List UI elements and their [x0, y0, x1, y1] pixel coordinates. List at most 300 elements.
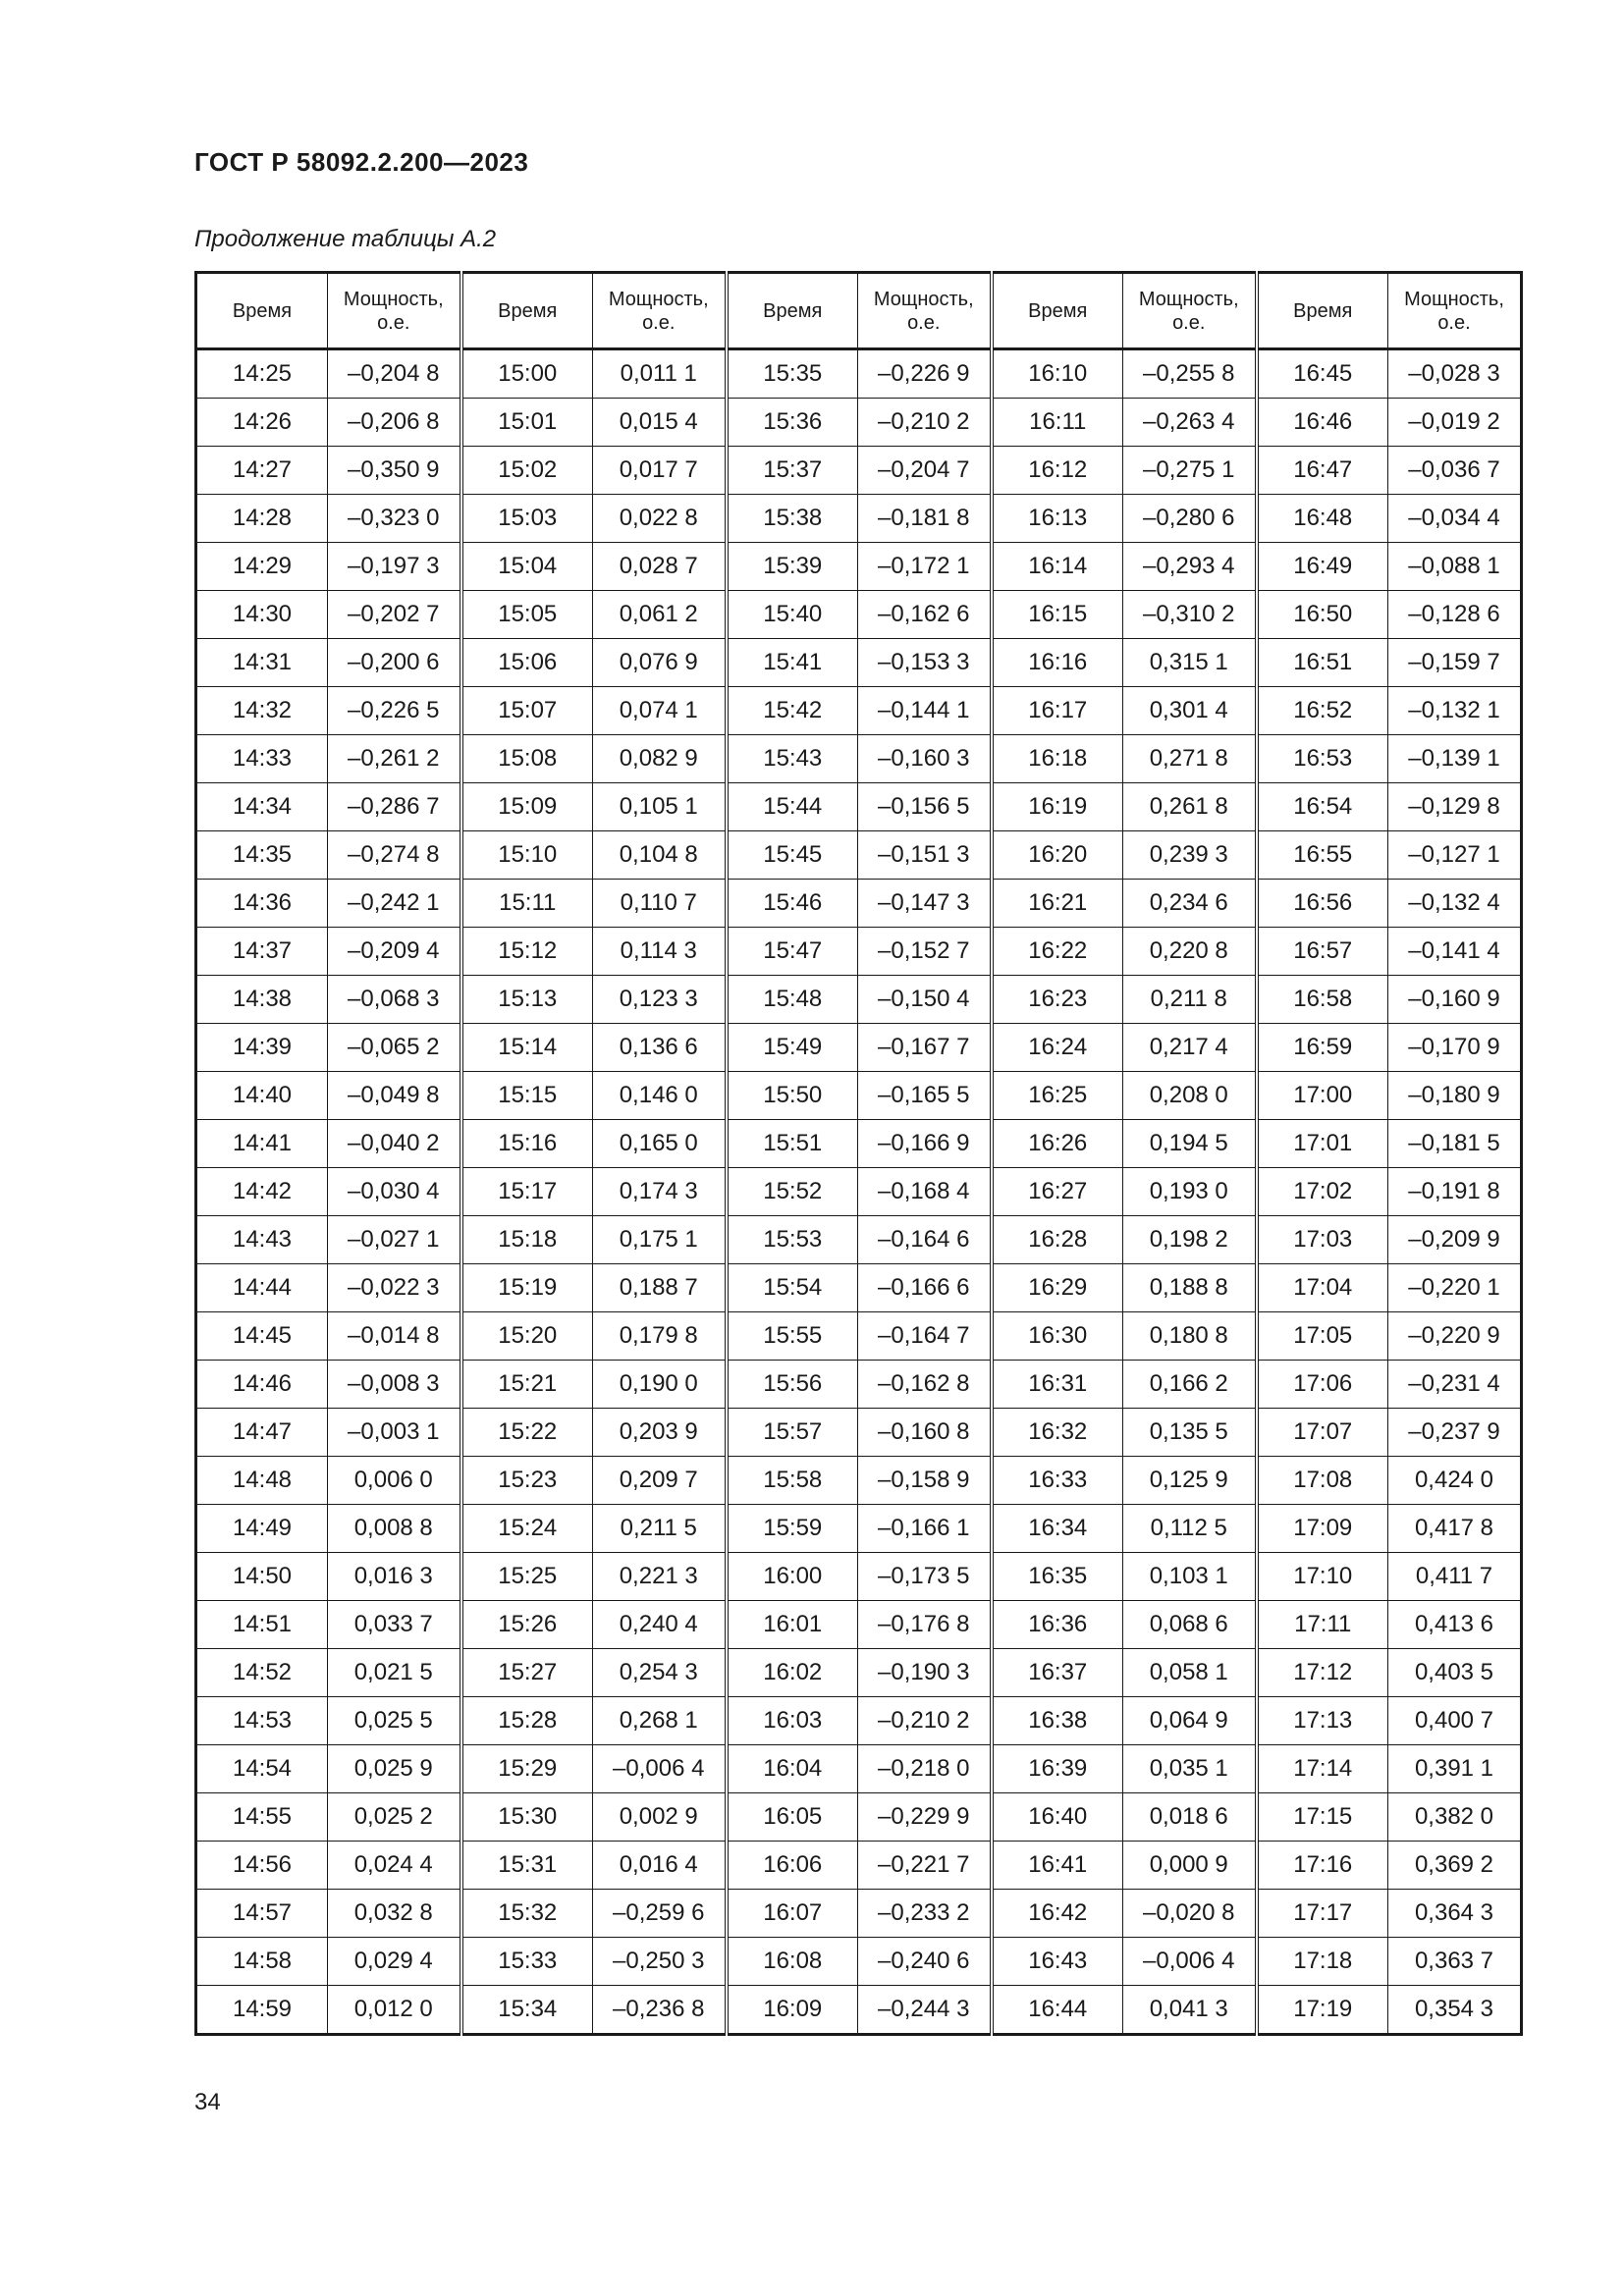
time-cell: 17:09 — [1257, 1505, 1388, 1553]
power-cell: –0,132 4 — [1388, 880, 1522, 928]
power-cell: 0,018 6 — [1123, 1793, 1257, 1842]
power-cell: –0,006 4 — [1123, 1938, 1257, 1986]
power-cell: –0,263 4 — [1123, 399, 1257, 447]
time-cell: 16:39 — [992, 1745, 1123, 1793]
power-cell: 0,165 0 — [593, 1120, 727, 1168]
time-cell: 15:13 — [461, 976, 593, 1024]
time-cell: 14:53 — [196, 1697, 328, 1745]
power-cell: –0,237 9 — [1388, 1409, 1522, 1457]
table-row — [196, 495, 1522, 543]
time-cell: 16:05 — [727, 1793, 858, 1842]
time-cell: 16:52 — [1257, 687, 1388, 735]
power-cell: 0,012 0 — [328, 1986, 461, 2035]
power-cell: 0,403 5 — [1388, 1649, 1522, 1697]
power-cell: –0,152 7 — [858, 928, 992, 976]
table-row — [196, 1024, 1522, 1072]
time-cell: 16:37 — [992, 1649, 1123, 1697]
power-cell: –0,156 5 — [858, 783, 992, 831]
time-cell: 15:55 — [727, 1312, 858, 1361]
power-cell: 0,301 4 — [1123, 687, 1257, 735]
power-cell: 0,105 1 — [593, 783, 727, 831]
time-cell: 14:59 — [196, 1986, 328, 2035]
power-cell: 0,114 3 — [593, 928, 727, 976]
power-cell: –0,226 9 — [858, 349, 992, 399]
time-cell: 17:16 — [1257, 1842, 1388, 1890]
power-cell: 0,104 8 — [593, 831, 727, 880]
power-cell: 0,411 7 — [1388, 1553, 1522, 1601]
time-cell: 14:30 — [196, 591, 328, 639]
time-cell: 16:15 — [992, 591, 1123, 639]
table-row — [196, 1890, 1522, 1938]
power-cell: 0,016 4 — [593, 1842, 727, 1890]
time-cell: 17:07 — [1257, 1409, 1388, 1457]
power-cell: 0,035 1 — [1123, 1745, 1257, 1793]
table-row — [196, 687, 1522, 735]
time-cell: 14:49 — [196, 1505, 328, 1553]
time-cell: 14:41 — [196, 1120, 328, 1168]
table-row — [196, 1938, 1522, 1986]
time-column-header: Время — [727, 273, 858, 349]
power-cell: –0,226 5 — [328, 687, 461, 735]
power-cell: 0,025 5 — [328, 1697, 461, 1745]
power-cell: 0,021 5 — [328, 1649, 461, 1697]
time-cell: 17:14 — [1257, 1745, 1388, 1793]
time-cell: 16:43 — [992, 1938, 1123, 1986]
table-row — [196, 543, 1522, 591]
power-cell: 0,315 1 — [1123, 639, 1257, 687]
time-cell: 15:57 — [727, 1409, 858, 1457]
time-cell: 15:08 — [461, 735, 593, 783]
time-cell: 17:13 — [1257, 1697, 1388, 1745]
power-cell: 0,211 5 — [593, 1505, 727, 1553]
time-cell: 15:16 — [461, 1120, 593, 1168]
power-cell: –0,204 7 — [858, 447, 992, 495]
power-cell: 0,179 8 — [593, 1312, 727, 1361]
table-row — [196, 1745, 1522, 1793]
time-cell: 15:36 — [727, 399, 858, 447]
time-cell: 16:57 — [1257, 928, 1388, 976]
time-cell: 17:03 — [1257, 1216, 1388, 1264]
power-cell: 0,076 9 — [593, 639, 727, 687]
time-cell: 16:50 — [1257, 591, 1388, 639]
table-row — [196, 349, 1522, 399]
power-cell: –0,261 2 — [328, 735, 461, 783]
power-cell: 0,217 4 — [1123, 1024, 1257, 1072]
power-cell: –0,244 3 — [858, 1986, 992, 2035]
time-cell: 16:55 — [1257, 831, 1388, 880]
power-cell: –0,204 8 — [328, 349, 461, 399]
power-cell: 0,064 9 — [1123, 1697, 1257, 1745]
time-cell: 14:43 — [196, 1216, 328, 1264]
power-cell: –0,162 8 — [858, 1361, 992, 1409]
power-cell: –0,166 9 — [858, 1120, 992, 1168]
time-cell: 17:18 — [1257, 1938, 1388, 1986]
time-cell: 17:10 — [1257, 1553, 1388, 1601]
time-cell: 14:31 — [196, 639, 328, 687]
time-cell: 14:58 — [196, 1938, 328, 1986]
power-cell: –0,236 8 — [593, 1986, 727, 2035]
power-cell: –0,191 8 — [1388, 1168, 1522, 1216]
time-cell: 16:48 — [1257, 495, 1388, 543]
table-caption: Продолжение таблицы А.2 — [194, 226, 497, 252]
time-cell: 15:22 — [461, 1409, 593, 1457]
power-cell: –0,153 3 — [858, 639, 992, 687]
time-cell: 16:10 — [992, 349, 1123, 399]
table-row — [196, 831, 1522, 880]
time-cell: 17:15 — [1257, 1793, 1388, 1842]
time-column-header: Время — [461, 273, 593, 349]
time-cell: 17:02 — [1257, 1168, 1388, 1216]
power-cell: –0,036 7 — [1388, 447, 1522, 495]
power-cell: –0,034 4 — [1388, 495, 1522, 543]
time-cell: 14:26 — [196, 399, 328, 447]
power-cell: –0,065 2 — [328, 1024, 461, 1072]
time-cell: 17:06 — [1257, 1361, 1388, 1409]
time-cell: 15:52 — [727, 1168, 858, 1216]
table-header-row — [196, 273, 1522, 349]
power-cell: 0,400 7 — [1388, 1697, 1522, 1745]
power-cell: 0,271 8 — [1123, 735, 1257, 783]
power-cell: 0,220 8 — [1123, 928, 1257, 976]
power-cell: –0,250 3 — [593, 1938, 727, 1986]
power-cell: –0,173 5 — [858, 1553, 992, 1601]
time-cell: 16:56 — [1257, 880, 1388, 928]
time-cell: 15:02 — [461, 447, 593, 495]
power-cell: –0,275 1 — [1123, 447, 1257, 495]
table-row — [196, 1649, 1522, 1697]
power-cell: 0,221 3 — [593, 1553, 727, 1601]
time-cell: 16:41 — [992, 1842, 1123, 1890]
power-cell: –0,139 1 — [1388, 735, 1522, 783]
power-cell: –0,147 3 — [858, 880, 992, 928]
time-cell: 16:03 — [727, 1697, 858, 1745]
time-cell: 17:00 — [1257, 1072, 1388, 1120]
power-cell: 0,029 4 — [328, 1938, 461, 1986]
table-row — [196, 1409, 1522, 1457]
power-cell: 0,024 4 — [328, 1842, 461, 1890]
table-row — [196, 1986, 1522, 2035]
time-cell: 15:47 — [727, 928, 858, 976]
time-cell: 15:27 — [461, 1649, 593, 1697]
time-cell: 14:45 — [196, 1312, 328, 1361]
time-cell: 16:54 — [1257, 783, 1388, 831]
power-cell: 0,166 2 — [1123, 1361, 1257, 1409]
time-cell: 16:13 — [992, 495, 1123, 543]
table-row — [196, 447, 1522, 495]
time-cell: 15:07 — [461, 687, 593, 735]
power-cell: –0,310 2 — [1123, 591, 1257, 639]
power-cell: 0,382 0 — [1388, 1793, 1522, 1842]
power-cell: –0,162 6 — [858, 591, 992, 639]
power-cell: –0,019 2 — [1388, 399, 1522, 447]
time-cell: 15:40 — [727, 591, 858, 639]
power-cell: 0,032 8 — [328, 1890, 461, 1938]
power-cell: –0,008 3 — [328, 1361, 461, 1409]
time-cell: 17:17 — [1257, 1890, 1388, 1938]
power-cell: 0,025 2 — [328, 1793, 461, 1842]
power-cell: –0,150 4 — [858, 976, 992, 1024]
power-cell: –0,220 9 — [1388, 1312, 1522, 1361]
power-cell: –0,030 4 — [328, 1168, 461, 1216]
power-cell: –0,022 3 — [328, 1264, 461, 1312]
power-cell: 0,008 8 — [328, 1505, 461, 1553]
time-cell: 15:31 — [461, 1842, 593, 1890]
power-cell: –0,006 4 — [593, 1745, 727, 1793]
time-cell: 16:02 — [727, 1649, 858, 1697]
power-cell: 0,074 1 — [593, 687, 727, 735]
power-cell: –0,210 2 — [858, 1697, 992, 1745]
power-cell: 0,028 7 — [593, 543, 727, 591]
time-cell: 16:49 — [1257, 543, 1388, 591]
time-cell: 16:42 — [992, 1890, 1123, 1938]
power-cell: –0,160 9 — [1388, 976, 1522, 1024]
time-cell: 14:55 — [196, 1793, 328, 1842]
power-cell: –0,003 1 — [328, 1409, 461, 1457]
power-cell: 0,175 1 — [593, 1216, 727, 1264]
power-cell: –0,280 6 — [1123, 495, 1257, 543]
time-cell: 16:21 — [992, 880, 1123, 928]
time-cell: 15:30 — [461, 1793, 593, 1842]
time-cell: 15:56 — [727, 1361, 858, 1409]
power-cell: 0,209 7 — [593, 1457, 727, 1505]
time-cell: 16:44 — [992, 1986, 1123, 2035]
time-cell: 14:42 — [196, 1168, 328, 1216]
time-cell: 16:28 — [992, 1216, 1123, 1264]
table-body — [196, 349, 1522, 2035]
power-cell: 0,417 8 — [1388, 1505, 1522, 1553]
time-cell: 16:38 — [992, 1697, 1123, 1745]
time-cell: 15:00 — [461, 349, 593, 399]
power-cell: –0,166 6 — [858, 1264, 992, 1312]
time-cell: 14:34 — [196, 783, 328, 831]
power-cell: –0,040 2 — [328, 1120, 461, 1168]
power-cell: 0,110 7 — [593, 880, 727, 928]
power-column-header: Мощность, о.е. — [1388, 273, 1522, 349]
power-cell: –0,088 1 — [1388, 543, 1522, 591]
time-cell: 16:36 — [992, 1601, 1123, 1649]
time-cell: 14:35 — [196, 831, 328, 880]
power-cell: 0,188 8 — [1123, 1264, 1257, 1312]
time-cell: 15:17 — [461, 1168, 593, 1216]
power-cell: 0,239 3 — [1123, 831, 1257, 880]
power-cell: –0,206 8 — [328, 399, 461, 447]
time-column-header: Время — [1257, 273, 1388, 349]
time-cell: 17:04 — [1257, 1264, 1388, 1312]
data-table-container — [194, 271, 1518, 2036]
time-cell: 16:45 — [1257, 349, 1388, 399]
power-cell: 0,068 6 — [1123, 1601, 1257, 1649]
power-cell: –0,028 3 — [1388, 349, 1522, 399]
power-cell: –0,323 0 — [328, 495, 461, 543]
time-cell: 17:08 — [1257, 1457, 1388, 1505]
table-row — [196, 735, 1522, 783]
power-cell: 0,011 1 — [593, 349, 727, 399]
table-row — [196, 1168, 1522, 1216]
time-cell: 15:25 — [461, 1553, 593, 1601]
power-cell: –0,229 9 — [858, 1793, 992, 1842]
power-cell: 0,146 0 — [593, 1072, 727, 1120]
time-cell: 15:15 — [461, 1072, 593, 1120]
power-cell: 0,017 7 — [593, 447, 727, 495]
power-cell: –0,209 9 — [1388, 1216, 1522, 1264]
time-cell: 14:48 — [196, 1457, 328, 1505]
power-cell: –0,172 1 — [858, 543, 992, 591]
table-row — [196, 976, 1522, 1024]
time-cell: 16:23 — [992, 976, 1123, 1024]
time-cell: 16:08 — [727, 1938, 858, 1986]
time-cell: 14:29 — [196, 543, 328, 591]
power-cell: 0,363 7 — [1388, 1938, 1522, 1986]
time-cell: 15:44 — [727, 783, 858, 831]
power-cell: 0,000 9 — [1123, 1842, 1257, 1890]
power-cell: –0,286 7 — [328, 783, 461, 831]
power-cell: –0,167 7 — [858, 1024, 992, 1072]
time-cell: 14:51 — [196, 1601, 328, 1649]
power-cell: 0,041 3 — [1123, 1986, 1257, 2035]
power-cell: –0,242 1 — [328, 880, 461, 928]
power-cell: 0,180 8 — [1123, 1312, 1257, 1361]
time-cell: 17:01 — [1257, 1120, 1388, 1168]
time-cell: 15:37 — [727, 447, 858, 495]
time-cell: 16:06 — [727, 1842, 858, 1890]
time-cell: 16:32 — [992, 1409, 1123, 1457]
power-cell: –0,141 4 — [1388, 928, 1522, 976]
time-cell: 15:48 — [727, 976, 858, 1024]
time-cell: 16:25 — [992, 1072, 1123, 1120]
time-cell: 15:26 — [461, 1601, 593, 1649]
power-cell: 0,194 5 — [1123, 1120, 1257, 1168]
time-cell: 16:14 — [992, 543, 1123, 591]
time-cell: 15:32 — [461, 1890, 593, 1938]
time-cell: 15:12 — [461, 928, 593, 976]
time-column-header: Время — [992, 273, 1123, 349]
power-cell: –0,233 2 — [858, 1890, 992, 1938]
power-cell: –0,176 8 — [858, 1601, 992, 1649]
time-cell: 15:29 — [461, 1745, 593, 1793]
time-cell: 14:56 — [196, 1842, 328, 1890]
time-cell: 15:49 — [727, 1024, 858, 1072]
table-row — [196, 1601, 1522, 1649]
power-cell: 0,061 2 — [593, 591, 727, 639]
table-row — [196, 1697, 1522, 1745]
time-cell: 15:01 — [461, 399, 593, 447]
power-cell: –0,168 4 — [858, 1168, 992, 1216]
power-cell: 0,261 8 — [1123, 783, 1257, 831]
time-cell: 15:14 — [461, 1024, 593, 1072]
time-cell: 14:33 — [196, 735, 328, 783]
time-cell: 15:09 — [461, 783, 593, 831]
power-cell: –0,129 8 — [1388, 783, 1522, 831]
time-cell: 16:11 — [992, 399, 1123, 447]
power-column-header: Мощность, о.е. — [858, 273, 992, 349]
time-cell: 16:40 — [992, 1793, 1123, 1842]
time-cell: 14:50 — [196, 1553, 328, 1601]
time-cell: 17:11 — [1257, 1601, 1388, 1649]
time-cell: 15:34 — [461, 1986, 593, 2035]
power-cell: –0,165 5 — [858, 1072, 992, 1120]
time-cell: 16:07 — [727, 1890, 858, 1938]
table-row — [196, 1216, 1522, 1264]
time-cell: 15:59 — [727, 1505, 858, 1553]
power-cell: 0,136 6 — [593, 1024, 727, 1072]
power-cell: –0,274 8 — [328, 831, 461, 880]
power-cell: –0,068 3 — [328, 976, 461, 1024]
time-cell: 15:04 — [461, 543, 593, 591]
time-cell: 15:39 — [727, 543, 858, 591]
time-cell: 16:35 — [992, 1553, 1123, 1601]
power-cell: 0,198 2 — [1123, 1216, 1257, 1264]
time-cell: 15:06 — [461, 639, 593, 687]
power-cell: –0,128 6 — [1388, 591, 1522, 639]
power-cell: 0,413 6 — [1388, 1601, 1522, 1649]
power-column-header: Мощность, о.е. — [1123, 273, 1257, 349]
power-cell: –0,293 4 — [1123, 543, 1257, 591]
power-cell: 0,234 6 — [1123, 880, 1257, 928]
power-cell: 0,193 0 — [1123, 1168, 1257, 1216]
power-cell: –0,020 8 — [1123, 1890, 1257, 1938]
power-cell: 0,369 2 — [1388, 1842, 1522, 1890]
power-cell: 0,391 1 — [1388, 1745, 1522, 1793]
power-cell: –0,221 7 — [858, 1842, 992, 1890]
table-row — [196, 591, 1522, 639]
time-cell: 14:28 — [196, 495, 328, 543]
power-cell: 0,103 1 — [1123, 1553, 1257, 1601]
power-cell: –0,180 9 — [1388, 1072, 1522, 1120]
time-cell: 15:21 — [461, 1361, 593, 1409]
time-cell: 16:53 — [1257, 735, 1388, 783]
time-cell: 15:51 — [727, 1120, 858, 1168]
time-cell: 16:22 — [992, 928, 1123, 976]
power-cell: –0,160 3 — [858, 735, 992, 783]
time-cell: 16:34 — [992, 1505, 1123, 1553]
power-column-header: Мощность, о.е. — [593, 273, 727, 349]
time-cell: 17:12 — [1257, 1649, 1388, 1697]
time-cell: 14:38 — [196, 976, 328, 1024]
power-cell: –0,164 7 — [858, 1312, 992, 1361]
power-cell: 0,364 3 — [1388, 1890, 1522, 1938]
power-cell: –0,151 3 — [858, 831, 992, 880]
time-cell: 16:46 — [1257, 399, 1388, 447]
time-cell: 17:19 — [1257, 1986, 1388, 2035]
time-cell: 14:37 — [196, 928, 328, 976]
time-cell: 16:00 — [727, 1553, 858, 1601]
power-cell: 0,174 3 — [593, 1168, 727, 1216]
time-cell: 15:18 — [461, 1216, 593, 1264]
time-cell: 15:05 — [461, 591, 593, 639]
table-row — [196, 928, 1522, 976]
time-cell: 15:45 — [727, 831, 858, 880]
power-cell: –0,027 1 — [328, 1216, 461, 1264]
time-cell: 16:51 — [1257, 639, 1388, 687]
time-cell: 15:33 — [461, 1938, 593, 1986]
power-cell: –0,127 1 — [1388, 831, 1522, 880]
time-cell: 14:32 — [196, 687, 328, 735]
table-row — [196, 1457, 1522, 1505]
table-row — [196, 399, 1522, 447]
time-cell: 14:46 — [196, 1361, 328, 1409]
time-cell: 16:24 — [992, 1024, 1123, 1072]
time-cell: 15:53 — [727, 1216, 858, 1264]
power-cell: –0,240 6 — [858, 1938, 992, 1986]
power-cell: –0,209 4 — [328, 928, 461, 976]
power-cell: 0,254 3 — [593, 1649, 727, 1697]
power-cell: –0,210 2 — [858, 399, 992, 447]
table-row — [196, 880, 1522, 928]
power-cell: 0,268 1 — [593, 1697, 727, 1745]
power-cell: –0,197 3 — [328, 543, 461, 591]
table-row — [196, 1264, 1522, 1312]
time-cell: 15:50 — [727, 1072, 858, 1120]
